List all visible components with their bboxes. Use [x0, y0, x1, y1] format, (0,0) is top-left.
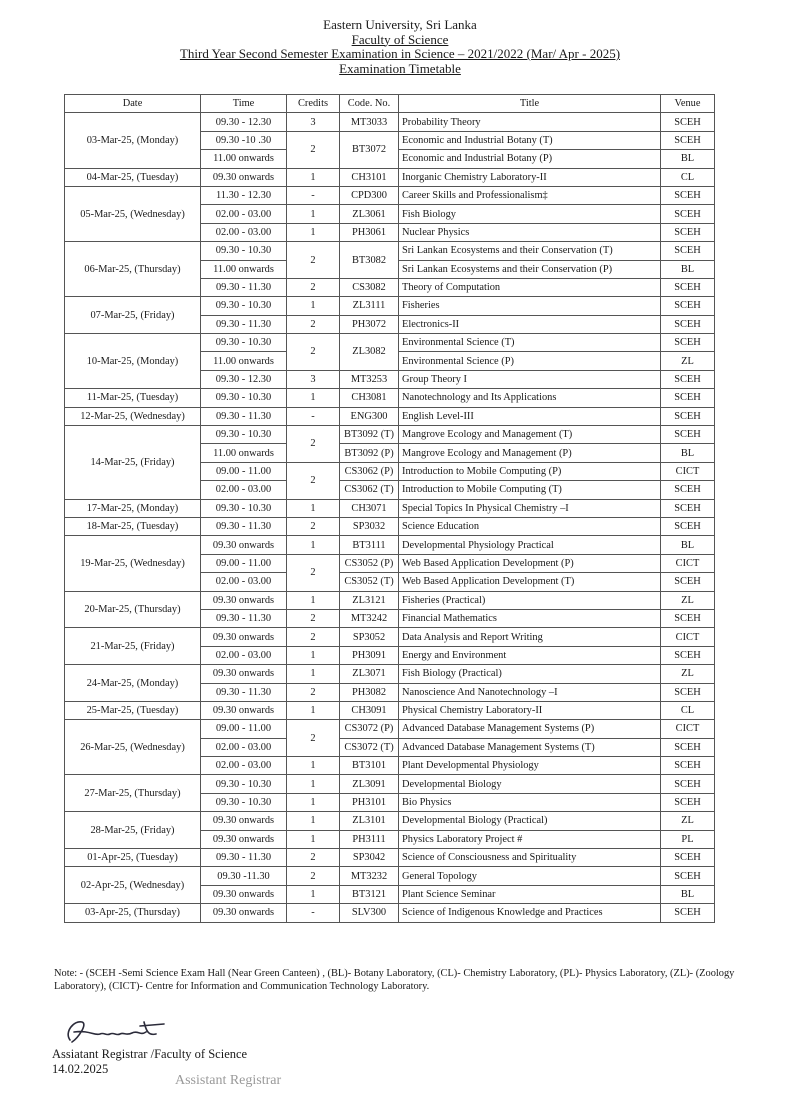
- venue-cell: SCEH: [661, 113, 715, 131]
- code-cell: CS3072 (T): [340, 738, 399, 756]
- code-cell: PH3082: [340, 683, 399, 701]
- title-cell: Fish Biology (Practical): [399, 665, 661, 683]
- table-row: [65, 867, 715, 885]
- university-name: Eastern University, Sri Lanka: [323, 17, 477, 32]
- table-row: [65, 665, 715, 683]
- credits-cell: 1: [287, 536, 340, 554]
- credits-cell: 2: [287, 517, 340, 535]
- column-header-title: Title: [399, 95, 661, 113]
- venue-cell: SCEH: [661, 775, 715, 793]
- title-cell: Environmental Science (P): [399, 352, 661, 370]
- code-cell: ZL3061: [340, 205, 399, 223]
- title-cell: Group Theory I: [399, 370, 661, 388]
- code-cell: ZL3101: [340, 812, 399, 830]
- code-cell: MT3033: [340, 113, 399, 131]
- code-cell: BT3111: [340, 536, 399, 554]
- venue-cell: BL: [661, 885, 715, 903]
- venue-cell: SCEH: [661, 793, 715, 811]
- date-cell: 19-Mar-25, (Wednesday): [65, 536, 201, 591]
- table-row: [65, 168, 715, 186]
- table-row: [65, 517, 715, 535]
- table-row: [65, 812, 715, 830]
- time-cell: 09.30 - 11.30: [201, 683, 287, 701]
- title-cell: Sri Lankan Ecosystems and their Conservation (T): [399, 242, 661, 260]
- table-row: [65, 720, 715, 738]
- table-row: [65, 701, 715, 719]
- time-cell: 11.00 onwards: [201, 444, 287, 462]
- code-cell: CS3052 (T): [340, 573, 399, 591]
- venue-cell: CL: [661, 168, 715, 186]
- title-cell: Theory of Computation: [399, 278, 661, 296]
- title-cell: Environmental Science (T): [399, 334, 661, 352]
- code-cell: BT3072: [340, 131, 399, 168]
- code-cell: BT3092 (T): [340, 426, 399, 444]
- venue-cell: ZL: [661, 591, 715, 609]
- time-cell: 09.00 - 11.00: [201, 554, 287, 572]
- time-cell: 09.30 onwards: [201, 701, 287, 719]
- table-row: [65, 591, 715, 609]
- credits-cell: 2: [287, 315, 340, 333]
- time-cell: 09.30 - 11.30: [201, 849, 287, 867]
- venue-cell: BL: [661, 150, 715, 168]
- venue-cell: BL: [661, 444, 715, 462]
- time-cell: 02.00 - 03.00: [201, 481, 287, 499]
- date-cell: 03-Apr-25, (Thursday): [65, 904, 201, 922]
- title-cell: Fisheries (Practical): [399, 591, 661, 609]
- time-cell: 11.00 onwards: [201, 260, 287, 278]
- date-cell: 26-Mar-25, (Wednesday): [65, 720, 201, 775]
- code-cell: SP3042: [340, 849, 399, 867]
- code-cell: CH3071: [340, 499, 399, 517]
- table-row: [65, 297, 715, 315]
- time-cell: 02.00 - 03.00: [201, 738, 287, 756]
- credits-cell: 1: [287, 701, 340, 719]
- date-cell: 27-Mar-25, (Thursday): [65, 775, 201, 812]
- title-cell: Web Based Application Development (T): [399, 573, 661, 591]
- table-row: [65, 904, 715, 922]
- column-header-code: Code. No.: [340, 95, 399, 113]
- title-cell: Physical Chemistry Laboratory-II: [399, 701, 661, 719]
- faculty-name: Faculty of Science: [351, 31, 449, 47]
- venue-cell: ZL: [661, 352, 715, 370]
- venue-cell: PL: [661, 830, 715, 848]
- date-cell: 07-Mar-25, (Friday): [65, 297, 201, 334]
- time-cell: 02.00 - 03.00: [201, 757, 287, 775]
- venue-cell: CICT: [661, 462, 715, 480]
- credits-cell: 1: [287, 591, 340, 609]
- time-cell: 09.30 onwards: [201, 665, 287, 683]
- code-cell: ZL3091: [340, 775, 399, 793]
- time-cell: 09.30 - 10.30: [201, 426, 287, 444]
- venue-cell: SCEH: [661, 609, 715, 627]
- title-cell: Physics Laboratory Project #: [399, 830, 661, 848]
- time-cell: 09.30 - 10.30: [201, 297, 287, 315]
- credits-cell: 1: [287, 168, 340, 186]
- time-cell: 09.30 - 10.30: [201, 793, 287, 811]
- time-cell: 02.00 - 03.00: [201, 223, 287, 241]
- title-cell: Plant Developmental Physiology: [399, 757, 661, 775]
- code-cell: PH3101: [340, 793, 399, 811]
- code-cell: CS3052 (P): [340, 554, 399, 572]
- code-cell: CH3091: [340, 701, 399, 719]
- code-cell: ZL3071: [340, 665, 399, 683]
- timetable-table: [64, 94, 715, 923]
- table-row: [65, 775, 715, 793]
- title-cell: Science of Indigenous Knowledge and Practices: [399, 904, 661, 922]
- venue-cell: CICT: [661, 554, 715, 572]
- venue-cell: SCEH: [661, 389, 715, 407]
- venue-cell: SCEH: [661, 278, 715, 296]
- venue-cell: SCEH: [661, 849, 715, 867]
- credits-cell: 1: [287, 665, 340, 683]
- credits-cell: 2: [287, 849, 340, 867]
- title-cell: Web Based Application Development (P): [399, 554, 661, 572]
- column-header-venue: Venue: [661, 95, 715, 113]
- venue-cell: SCEH: [661, 315, 715, 333]
- table-row: [65, 499, 715, 517]
- code-cell: PH3061: [340, 223, 399, 241]
- time-cell: 09.30 - 10.30: [201, 242, 287, 260]
- time-cell: 09.30 -11.30: [201, 867, 287, 885]
- date-cell: 17-Mar-25, (Monday): [65, 499, 201, 517]
- title-cell: Sri Lankan Ecosystems and their Conservation (P): [399, 260, 661, 278]
- time-cell: 09.30 - 11.30: [201, 407, 287, 425]
- date-cell: 05-Mar-25, (Wednesday): [65, 186, 201, 241]
- time-cell: 09.00 - 11.00: [201, 720, 287, 738]
- column-header-time: Time: [201, 95, 287, 113]
- title-cell: Introduction to Mobile Computing (T): [399, 481, 661, 499]
- title-cell: Probability Theory: [399, 113, 661, 131]
- title-cell: Science Education: [399, 517, 661, 535]
- credits-cell: -: [287, 407, 340, 425]
- venue-cell: SCEH: [661, 904, 715, 922]
- title-cell: Developmental Biology (Practical): [399, 812, 661, 830]
- venue-cell: SCEH: [661, 426, 715, 444]
- table-row: [65, 186, 715, 204]
- date-cell: 20-Mar-25, (Thursday): [65, 591, 201, 628]
- time-cell: 09.30 onwards: [201, 591, 287, 609]
- credits-cell: 2: [287, 683, 340, 701]
- venue-cell: SCEH: [661, 738, 715, 756]
- title-cell: Data Analysis and Report Writing: [399, 628, 661, 646]
- time-cell: 09.30 - 10.30: [201, 499, 287, 517]
- table-row: [65, 536, 715, 554]
- title-cell: Special Topics In Physical Chemistry –I: [399, 499, 661, 517]
- time-cell: 02.00 - 03.00: [201, 573, 287, 591]
- code-cell: CS3062 (T): [340, 481, 399, 499]
- table-header-row: [65, 95, 715, 113]
- title-cell: General Topology: [399, 867, 661, 885]
- code-cell: ZL3121: [340, 591, 399, 609]
- title-cell: Bio Physics: [399, 793, 661, 811]
- signature-image: [60, 1012, 180, 1046]
- venue-cell: CICT: [661, 720, 715, 738]
- column-header-date: Date: [65, 95, 201, 113]
- venue-cell: ZL: [661, 812, 715, 830]
- venue-cell: SCEH: [661, 242, 715, 260]
- venue-cell: SCEH: [661, 370, 715, 388]
- code-cell: BT3092 (P): [340, 444, 399, 462]
- credits-cell: 1: [287, 389, 340, 407]
- code-cell: CS3072 (P): [340, 720, 399, 738]
- table-row: [65, 113, 715, 131]
- venue-cell: SCEH: [661, 517, 715, 535]
- time-cell: 09.30 - 10.30: [201, 389, 287, 407]
- title-cell: Science of Consciousness and Spirituality: [399, 849, 661, 867]
- column-header-credits: Credits: [287, 95, 340, 113]
- table-row: [65, 407, 715, 425]
- credits-cell: 1: [287, 757, 340, 775]
- time-cell: 09.30 onwards: [201, 812, 287, 830]
- credits-cell: 1: [287, 297, 340, 315]
- code-cell: CPD300: [340, 186, 399, 204]
- date-cell: 01-Apr-25, (Tuesday): [65, 849, 201, 867]
- title-cell: Advanced Database Management Systems (P): [399, 720, 661, 738]
- venue-cell: SCEH: [661, 223, 715, 241]
- venue-cell: SCEH: [661, 297, 715, 315]
- code-cell: MT3242: [340, 609, 399, 627]
- code-cell: CS3082: [340, 278, 399, 296]
- time-cell: 09.30 - 10.30: [201, 775, 287, 793]
- credits-cell: 2: [287, 426, 340, 463]
- venue-cell: SCEH: [661, 407, 715, 425]
- credits-cell: 1: [287, 205, 340, 223]
- table-row: [65, 242, 715, 260]
- code-cell: CH3101: [340, 168, 399, 186]
- time-cell: 09.30 - 12.30: [201, 370, 287, 388]
- time-cell: 09.30 - 11.30: [201, 278, 287, 296]
- credits-cell: 2: [287, 242, 340, 279]
- credits-cell: 3: [287, 113, 340, 131]
- title-cell: Economic and Industrial Botany (T): [399, 131, 661, 149]
- date-cell: 06-Mar-25, (Thursday): [65, 242, 201, 297]
- code-cell: MT3253: [340, 370, 399, 388]
- title-cell: Introduction to Mobile Computing (P): [399, 462, 661, 480]
- date-cell: 11-Mar-25, (Tuesday): [65, 389, 201, 407]
- time-cell: 09.30 onwards: [201, 830, 287, 848]
- time-cell: 09.30 - 12.30: [201, 113, 287, 131]
- code-cell: CH3081: [340, 389, 399, 407]
- credits-cell: 1: [287, 223, 340, 241]
- title-cell: Fish Biology: [399, 205, 661, 223]
- credits-cell: 3: [287, 370, 340, 388]
- date-cell: 28-Mar-25, (Friday): [65, 812, 201, 849]
- credits-cell: 1: [287, 646, 340, 664]
- code-cell: SLV300: [340, 904, 399, 922]
- date-cell: 25-Mar-25, (Tuesday): [65, 701, 201, 719]
- venue-cell: SCEH: [661, 757, 715, 775]
- venue-note: Note: - (SCEH -Semi Science Exam Hall (Near Green Canteen) , (BL)- Botany Laboratory, (CL)- Chemistry Laboratory, (PL)- Physics Laboratory, (ZL)- (Zoology Laboratory), (CICT)- Centre for Information and Communication Technology Laboratory.: [54, 968, 735, 992]
- time-cell: 09.30 -10 .30: [201, 131, 287, 149]
- time-cell: 11.00 onwards: [201, 150, 287, 168]
- credits-cell: 2: [287, 334, 340, 371]
- venue-cell: SCEH: [661, 481, 715, 499]
- exam-title: Third Year Second Semester Examination in Science – 2021/2022 (Mar/ Apr - 2025): [179, 46, 621, 61]
- date-cell: 02-Apr-25, (Wednesday): [65, 867, 201, 904]
- venue-cell: SCEH: [661, 867, 715, 885]
- date-cell: 12-Mar-25, (Wednesday): [65, 407, 201, 425]
- time-cell: 11.00 onwards: [201, 352, 287, 370]
- time-cell: 09.30 onwards: [201, 168, 287, 186]
- title-cell: Economic and Industrial Botany (P): [399, 150, 661, 168]
- code-cell: ZL3111: [340, 297, 399, 315]
- credits-cell: 2: [287, 278, 340, 296]
- code-cell: ENG300: [340, 407, 399, 425]
- date-cell: 14-Mar-25, (Friday): [65, 426, 201, 500]
- registrar-stamp: Assistant Registrar: [175, 1073, 282, 1088]
- credits-cell: 1: [287, 885, 340, 903]
- code-cell: SP3032: [340, 517, 399, 535]
- credits-cell: 1: [287, 793, 340, 811]
- title-cell: Nanoscience And Nanotechnology –I: [399, 683, 661, 701]
- title-cell: Plant Science Seminar: [399, 885, 661, 903]
- code-cell: PH3111: [340, 830, 399, 848]
- title-cell: Inorganic Chemistry Laboratory-II: [399, 168, 661, 186]
- time-cell: 09.30 onwards: [201, 628, 287, 646]
- venue-cell: SCEH: [661, 131, 715, 149]
- venue-cell: BL: [661, 536, 715, 554]
- venue-cell: BL: [661, 260, 715, 278]
- title-cell: Energy and Environment: [399, 646, 661, 664]
- credits-cell: -: [287, 186, 340, 204]
- credits-cell: 2: [287, 462, 340, 499]
- date-cell: 04-Mar-25, (Tuesday): [65, 168, 201, 186]
- title-cell: Nuclear Physics: [399, 223, 661, 241]
- title-cell: Electronics-II: [399, 315, 661, 333]
- date-cell: 21-Mar-25, (Friday): [65, 628, 201, 665]
- code-cell: MT3232: [340, 867, 399, 885]
- time-cell: 02.00 - 03.00: [201, 646, 287, 664]
- venue-cell: SCEH: [661, 683, 715, 701]
- time-cell: 02.00 - 03.00: [201, 205, 287, 223]
- venue-cell: SCEH: [661, 186, 715, 204]
- credits-cell: 1: [287, 499, 340, 517]
- date-cell: 24-Mar-25, (Monday): [65, 665, 201, 702]
- venue-cell: SCEH: [661, 499, 715, 517]
- timetable-title: Examination Timetable: [339, 60, 461, 76]
- time-cell: 09.30 - 10.30: [201, 334, 287, 352]
- time-cell: 09.00 - 11.00: [201, 462, 287, 480]
- venue-cell: CL: [661, 701, 715, 719]
- venue-cell: SCEH: [661, 646, 715, 664]
- table-row: [65, 426, 715, 444]
- credits-cell: 2: [287, 609, 340, 627]
- time-cell: 09.30 - 11.30: [201, 315, 287, 333]
- title-cell: Career Skills and Professionalism‡: [399, 186, 661, 204]
- table-row: [65, 389, 715, 407]
- code-cell: BT3082: [340, 242, 399, 279]
- table-row: [65, 334, 715, 352]
- title-cell: Nanotechnology and Its Applications: [399, 389, 661, 407]
- credits-cell: 2: [287, 867, 340, 885]
- signed-date: 14.02.2025: [52, 1062, 109, 1076]
- title-cell: Developmental Physiology Practical: [399, 536, 661, 554]
- time-cell: 11.30 - 12.30: [201, 186, 287, 204]
- code-cell: BT3101: [340, 757, 399, 775]
- time-cell: 09.30 onwards: [201, 904, 287, 922]
- credits-cell: 2: [287, 720, 340, 757]
- table-row: [65, 849, 715, 867]
- code-cell: BT3121: [340, 885, 399, 903]
- time-cell: 09.30 onwards: [201, 885, 287, 903]
- code-cell: PH3091: [340, 646, 399, 664]
- credits-cell: 1: [287, 812, 340, 830]
- credits-cell: 2: [287, 628, 340, 646]
- title-cell: Mangrove Ecology and Management (P): [399, 444, 661, 462]
- title-cell: Developmental Biology: [399, 775, 661, 793]
- credits-cell: 2: [287, 131, 340, 168]
- credits-cell: -: [287, 904, 340, 922]
- timetable-body: [65, 113, 715, 922]
- title-cell: Fisheries: [399, 297, 661, 315]
- date-cell: 03-Mar-25, (Monday): [65, 113, 201, 168]
- code-cell: SP3052: [340, 628, 399, 646]
- title-cell: Advanced Database Management Systems (T): [399, 738, 661, 756]
- time-cell: 09.30 onwards: [201, 536, 287, 554]
- date-cell: 10-Mar-25, (Monday): [65, 334, 201, 389]
- time-cell: 09.30 - 11.30: [201, 517, 287, 535]
- venue-cell: ZL: [661, 665, 715, 683]
- venue-cell: SCEH: [661, 573, 715, 591]
- title-cell: Financial Mathematics: [399, 609, 661, 627]
- date-cell: 18-Mar-25, (Tuesday): [65, 517, 201, 535]
- title-cell: Mangrove Ecology and Management (T): [399, 426, 661, 444]
- title-cell: English Level-III: [399, 407, 661, 425]
- venue-cell: SCEH: [661, 334, 715, 352]
- venue-cell: SCEH: [661, 205, 715, 223]
- signatory-title: Assiatant Registrar /Faculty of Science: [52, 1047, 248, 1061]
- document-header: [0, 18, 800, 76]
- credits-cell: 2: [287, 554, 340, 591]
- time-cell: 09.30 - 11.30: [201, 609, 287, 627]
- venue-cell: CICT: [661, 628, 715, 646]
- code-cell: ZL3082: [340, 334, 399, 371]
- table-row: [65, 628, 715, 646]
- code-cell: PH3072: [340, 315, 399, 333]
- credits-cell: 1: [287, 775, 340, 793]
- credits-cell: 1: [287, 830, 340, 848]
- code-cell: CS3062 (P): [340, 462, 399, 480]
